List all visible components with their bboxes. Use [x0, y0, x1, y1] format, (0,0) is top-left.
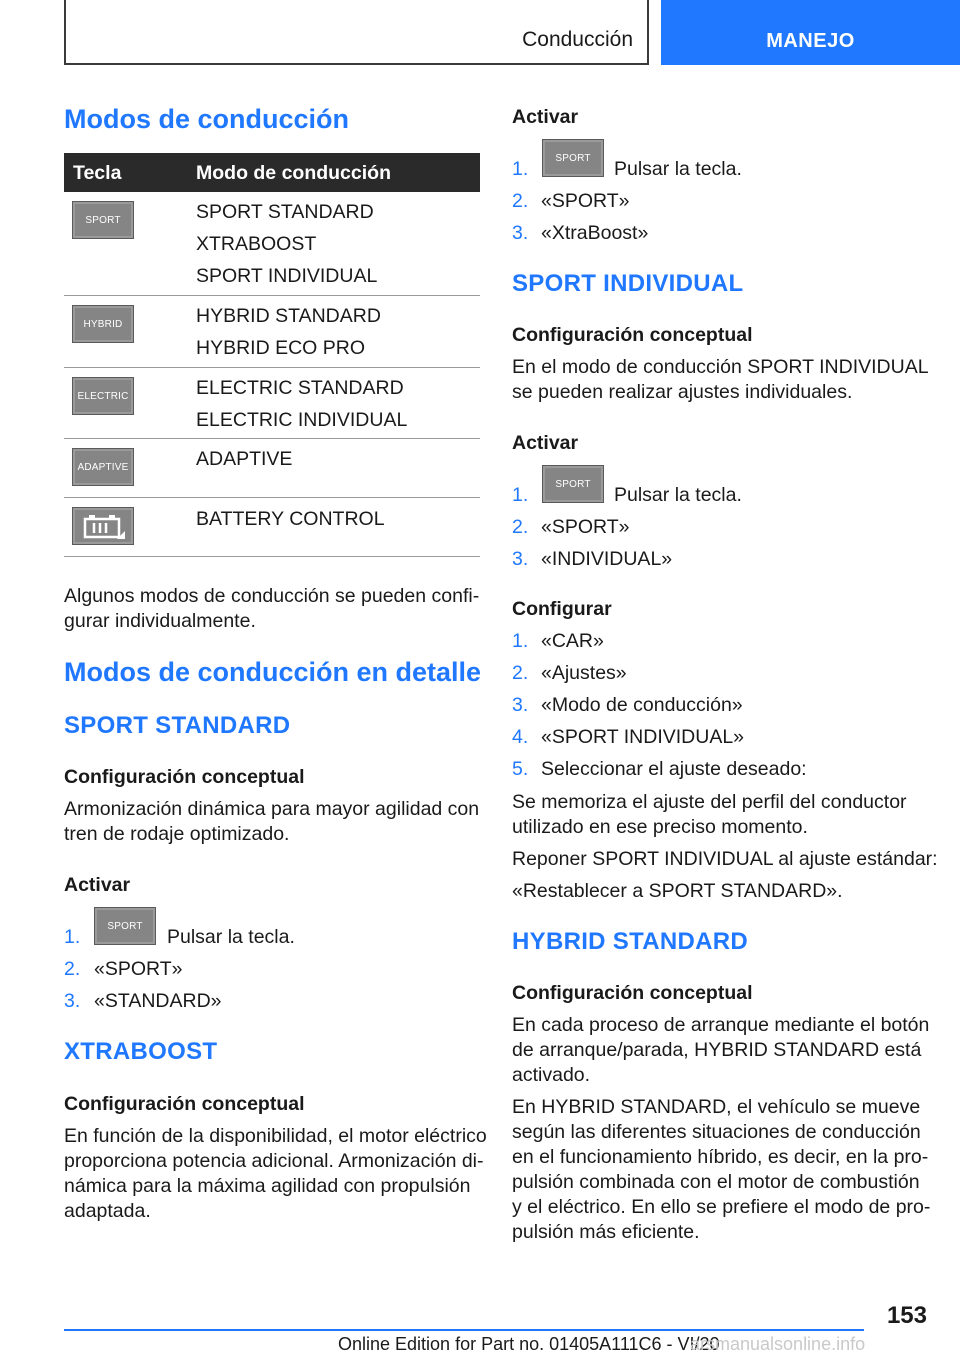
- mode-hybrid-eco-pro: HYBRID ECO PRO: [196, 337, 366, 359]
- step-text: «INDIVIDUAL»: [541, 548, 673, 570]
- step-number: 3.: [512, 548, 529, 570]
- step-number: 3.: [512, 694, 529, 716]
- step-text: Pulsar la tecla.: [167, 926, 295, 948]
- step-text: Pulsar la tecla.: [614, 484, 742, 506]
- sport-key-icon: SPORT: [542, 465, 604, 503]
- step-text: Pulsar la tecla.: [614, 158, 742, 180]
- header-chapter-label: MANEJO: [766, 30, 855, 52]
- concept-paragraph: Armonización dinámica para mayor agilidad con tren de rodaje optimizado.: [64, 798, 480, 845]
- activate-heading: Activar: [512, 106, 579, 128]
- step-number: 1.: [512, 484, 529, 506]
- step-text: Seleccionar el ajuste deseado:: [541, 758, 807, 780]
- battery-key-icon: [72, 507, 134, 545]
- step-text: «SPORT»: [94, 958, 183, 980]
- subsection-title-hybrid-standard: HYBRID STANDARD: [512, 928, 749, 955]
- step-text: «SPORT»: [541, 190, 630, 212]
- mode-electric-standard: ELECTRIC STANDARD: [196, 377, 404, 399]
- step-number: 2.: [64, 958, 81, 980]
- table-row-divider: [64, 295, 480, 296]
- reset-line: Reponer SPORT INDIVIDUAL al ajuste estándar:: [512, 848, 938, 870]
- table-header-mode: Modo de conducción: [196, 162, 391, 184]
- step-text: «SPORT INDIVIDUAL»: [541, 726, 745, 748]
- header-chapter-tab[interactable]: [661, 0, 960, 65]
- step-number: 3.: [512, 222, 529, 244]
- activate-heading: Activar: [64, 874, 131, 896]
- step-number: 2.: [512, 662, 529, 684]
- subsection-title-sport-individual: SPORT INDIVIDUAL: [512, 270, 744, 297]
- concept-heading: Configuración conceptual: [512, 982, 753, 1004]
- step-text: «SPORT»: [541, 516, 630, 538]
- step-number: 5.: [512, 758, 529, 780]
- concept-paragraph: En el modo de conducción SPORT INDIVIDUAL se pueden realizar ajustes individuales.: [512, 356, 929, 403]
- mode-hybrid-standard: HYBRID STANDARD: [196, 305, 381, 327]
- footer-watermark: arsmanualsonline.info: [690, 1334, 866, 1354]
- mode-xtraboost: XTRABOOST: [196, 233, 317, 255]
- mode-adaptive: ADAPTIVE: [196, 448, 293, 470]
- step-text: «STANDARD»: [94, 990, 222, 1012]
- step-text: «XtraBoost»: [541, 222, 649, 244]
- step-number: 3.: [64, 990, 81, 1012]
- subsection-title-xtraboost: XTRABOOST: [64, 1038, 218, 1065]
- mode-battery-control: BATTERY CONTROL: [196, 508, 385, 530]
- mode-electric-individual: ELECTRIC INDIVIDUAL: [196, 409, 408, 431]
- step-number: 4.: [512, 726, 529, 748]
- header-section-box: [64, 0, 649, 65]
- concept-heading: Configuración conceptual: [512, 324, 753, 346]
- table-row-divider: [64, 556, 480, 557]
- header-section-title: Conducción: [522, 28, 633, 51]
- step-text: «CAR»: [541, 630, 604, 652]
- subsection-title-sport-standard: SPORT STANDARD: [64, 712, 291, 739]
- concept-heading: Configuración conceptual: [64, 766, 305, 788]
- memory-paragraph: Se memoriza el ajuste del perfil del conductor utilizado en ese preciso momento.: [512, 791, 907, 838]
- hybrid-paragraph-1: En cada proceso de arranque mediante el botón de arranque/parada, HYBRID STANDARD está activado.: [512, 1014, 930, 1086]
- modes-table-header: [64, 153, 480, 192]
- step-text: «Ajustes»: [541, 662, 627, 684]
- intro-paragraph: Algunos modos de conducción se pueden confi- gurar individualmente.: [64, 585, 480, 632]
- table-row-divider: [64, 367, 480, 368]
- table-row-divider: [64, 438, 480, 439]
- step-number: 2.: [512, 190, 529, 212]
- mode-sport-individual: SPORT INDIVIDUAL: [196, 265, 378, 287]
- section-title-modes: Modos de conducción: [64, 104, 350, 134]
- activate-heading: Activar: [512, 432, 579, 454]
- sport-key-icon: SPORT: [72, 201, 134, 239]
- concept-heading: Configuración conceptual: [64, 1093, 305, 1115]
- step-number: 1.: [512, 158, 529, 180]
- step-number: 1.: [64, 926, 81, 948]
- footer-edition: Online Edition for Part no. 01405A111C6 - VI/20: [338, 1334, 720, 1354]
- step-number: 2.: [512, 516, 529, 538]
- concept-paragraph: En función de la disponibilidad, el motor eléctrico proporciona potencia adicional. Armonización di- námica para la máxima agilidad con propulsión adaptada.: [64, 1125, 487, 1222]
- footer-divider: [64, 1329, 864, 1331]
- electric-key-icon: ELECTRIC: [72, 377, 134, 415]
- adaptive-key-icon: ADAPTIVE: [72, 448, 134, 486]
- reset-value: «Restablecer a SPORT STANDARD».: [512, 880, 843, 902]
- configure-heading: Configurar: [512, 598, 612, 620]
- sport-key-icon: SPORT: [94, 907, 156, 945]
- sport-key-icon: SPORT: [542, 139, 604, 177]
- step-number: 1.: [512, 630, 529, 652]
- mode-sport-standard: SPORT STANDARD: [196, 201, 374, 223]
- section-title-detail: Modos de conducción en detalle: [64, 657, 482, 687]
- page-number: 153: [886, 1302, 927, 1329]
- table-row-divider: [64, 497, 480, 498]
- table-header-key: Tecla: [73, 162, 122, 184]
- step-text: «Modo de conducción»: [541, 694, 743, 716]
- hybrid-key-icon: HYBRID: [72, 305, 134, 343]
- hybrid-paragraph-2: En HYBRID STANDARD, el vehículo se mueve según las diferentes situaciones de conducción en el funcionamiento híbrido, es decir, en la pro- pulsión combinada con el motor de combustión y el eléctrico. En ello se prefiere el modo de pro- pulsión más eficiente.: [512, 1096, 931, 1243]
